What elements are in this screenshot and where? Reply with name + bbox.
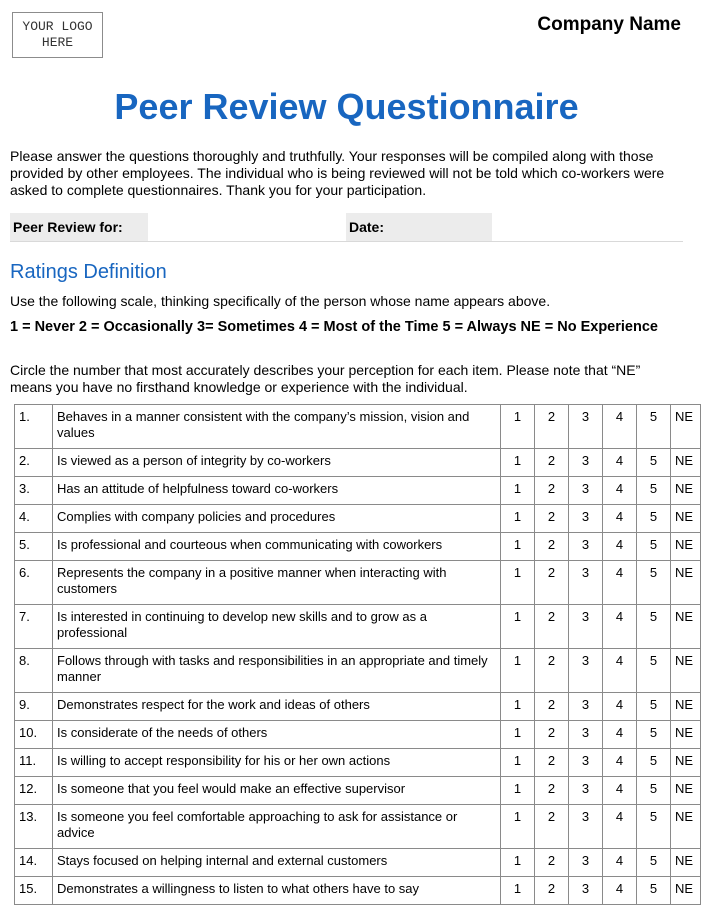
rating-option-4[interactable]: 4 [603, 649, 637, 693]
table-row [15, 477, 701, 505]
rating-option-3[interactable]: 3 [569, 805, 603, 849]
question-number: 14. [15, 849, 53, 877]
table-row [15, 505, 701, 533]
rating-option-ne[interactable]: NE [671, 849, 701, 877]
table-row [15, 449, 701, 477]
question-number: 9. [15, 693, 53, 721]
rating-option-3[interactable]: 3 [569, 849, 603, 877]
rating-option-2[interactable]: 2 [535, 805, 569, 849]
rating-option-5[interactable]: 5 [637, 777, 671, 805]
rating-option-ne[interactable]: NE [671, 693, 701, 721]
circle-instruction: Circle the number that most accurately describes your perception for each item. Please note that “NE” means you have no firsthand knowledge or experience with the individual. [10, 362, 641, 395]
rating-option-3[interactable]: 3 [569, 877, 603, 905]
question-text: Has an attitude of helpfulness toward co-workers [53, 477, 501, 505]
rating-option-4[interactable]: 4 [603, 449, 637, 477]
rating-option-1[interactable]: 1 [501, 749, 535, 777]
rating-option-1[interactable]: 1 [501, 877, 535, 905]
rating-option-3[interactable]: 3 [569, 405, 603, 449]
rating-option-2[interactable]: 2 [535, 605, 569, 649]
peer-review-fields [10, 213, 683, 242]
rating-option-5[interactable]: 5 [637, 721, 671, 749]
rating-option-5[interactable]: 5 [637, 533, 671, 561]
rating-option-1[interactable]: 1 [501, 693, 535, 721]
rating-option-1[interactable]: 1 [501, 561, 535, 605]
rating-option-ne[interactable]: NE [671, 533, 701, 561]
rating-option-3[interactable]: 3 [569, 505, 603, 533]
logo-placeholder [12, 12, 103, 58]
question-text: Is viewed as a person of integrity by co-workers [53, 449, 501, 477]
date-field[interactable] [496, 213, 683, 241]
rating-option-1[interactable]: 1 [501, 405, 535, 449]
question-text: Is willing to accept responsibility for his or her own actions [53, 749, 501, 777]
rating-option-3[interactable]: 3 [569, 693, 603, 721]
logo-line-2: HERE [41, 35, 74, 50]
rating-option-5[interactable]: 5 [637, 693, 671, 721]
table-row [15, 605, 701, 649]
question-number: 5. [15, 533, 53, 561]
rating-option-ne[interactable]: NE [671, 877, 701, 905]
rating-option-2[interactable]: 2 [535, 849, 569, 877]
rating-option-ne[interactable]: NE [671, 561, 701, 605]
question-number: 2. [15, 449, 53, 477]
table-row [15, 405, 701, 449]
rating-option-1[interactable]: 1 [501, 505, 535, 533]
rating-option-4[interactable]: 4 [603, 805, 637, 849]
rating-option-2[interactable]: 2 [535, 505, 569, 533]
rating-option-4[interactable]: 4 [603, 505, 637, 533]
rating-option-ne[interactable]: NE [671, 505, 701, 533]
question-text: Behaves in a manner consistent with the company’s mission, vision and values [53, 405, 501, 449]
rating-option-2[interactable]: 2 [535, 693, 569, 721]
rating-option-5[interactable]: 5 [637, 561, 671, 605]
question-number: 6. [15, 561, 53, 605]
rating-option-5[interactable]: 5 [637, 405, 671, 449]
table-row [15, 777, 701, 805]
rating-option-3[interactable]: 3 [569, 449, 603, 477]
table-row [15, 805, 701, 849]
rating-option-2[interactable]: 2 [535, 477, 569, 505]
rating-option-4[interactable]: 4 [603, 721, 637, 749]
rating-option-ne[interactable]: NE [671, 449, 701, 477]
ratings-definition-heading: Ratings Definition [10, 261, 167, 283]
rating-option-ne[interactable]: NE [671, 477, 701, 505]
logo-line-1: YOUR LOGO [22, 19, 93, 34]
rating-option-2[interactable]: 2 [535, 449, 569, 477]
rating-option-2[interactable]: 2 [535, 649, 569, 693]
rating-option-3[interactable]: 3 [569, 649, 603, 693]
rating-option-4[interactable]: 4 [603, 477, 637, 505]
question-text: Follows through with tasks and responsibilities in an appropriate and timely manner [53, 649, 501, 693]
rating-option-5[interactable]: 5 [637, 449, 671, 477]
question-number: 12. [15, 777, 53, 805]
rating-option-1[interactable]: 1 [501, 721, 535, 749]
scale-definition: 1 = Never 2 = Occasionally 3= Sometimes 4 = Most of the Time 5 = Always NE = No Experience [10, 319, 658, 335]
rating-option-ne[interactable]: NE [671, 605, 701, 649]
intro-paragraph: Please answer the questions thoroughly and truthfully. Your responses will be compiled along with those provided by other employees. The individual who is being reviewed will not be told which co-workers were asked to complete questionnaires. Thank you for your participation. [10, 148, 665, 198]
question-number: 1. [15, 405, 53, 449]
rating-option-5[interactable]: 5 [637, 877, 671, 905]
rating-option-5[interactable]: 5 [637, 649, 671, 693]
rating-option-2[interactable]: 2 [535, 877, 569, 905]
rating-option-5[interactable]: 5 [637, 605, 671, 649]
peer-review-for-label: Peer Review for: [10, 213, 148, 241]
question-text: Complies with company policies and procedures [53, 505, 501, 533]
question-text: Stays focused on helping internal and external customers [53, 849, 501, 877]
table-row [15, 749, 701, 777]
rating-option-3[interactable]: 3 [569, 561, 603, 605]
rating-option-1[interactable]: 1 [501, 849, 535, 877]
rating-option-3[interactable]: 3 [569, 721, 603, 749]
rating-option-4[interactable]: 4 [603, 605, 637, 649]
rating-option-3[interactable]: 3 [569, 777, 603, 805]
question-text: Is professional and courteous when communicating with coworkers [53, 533, 501, 561]
question-text: Is someone that you feel would make an effective supervisor [53, 777, 501, 805]
rating-option-5[interactable]: 5 [637, 477, 671, 505]
table-row [15, 649, 701, 693]
rating-option-2[interactable]: 2 [535, 721, 569, 749]
rating-option-2[interactable]: 2 [535, 777, 569, 805]
rating-option-4[interactable]: 4 [603, 749, 637, 777]
rating-option-ne[interactable]: NE [671, 721, 701, 749]
question-text: Is considerate of the needs of others [53, 721, 501, 749]
rating-option-ne[interactable]: NE [671, 749, 701, 777]
rating-option-4[interactable]: 4 [603, 561, 637, 605]
rating-option-4[interactable]: 4 [603, 533, 637, 561]
rating-option-5[interactable]: 5 [637, 849, 671, 877]
rating-option-5[interactable]: 5 [637, 505, 671, 533]
question-number: 8. [15, 649, 53, 693]
scale-instruction: Use the following scale, thinking specifically of the person whose name appears above. [10, 293, 551, 309]
table-row [15, 533, 701, 561]
rating-option-2[interactable]: 2 [535, 405, 569, 449]
rating-option-ne[interactable]: NE [671, 405, 701, 449]
peer-review-for-field[interactable] [152, 213, 342, 241]
question-text: Demonstrates a willingness to listen to what others have to say [53, 877, 501, 905]
questionnaire-table [14, 404, 701, 905]
table-row [15, 561, 701, 605]
rating-option-ne[interactable]: NE [671, 805, 701, 849]
rating-option-2[interactable]: 2 [535, 533, 569, 561]
rating-option-4[interactable]: 4 [603, 777, 637, 805]
rating-option-5[interactable]: 5 [637, 749, 671, 777]
table-row [15, 877, 701, 905]
date-label: Date: [346, 213, 492, 241]
rating-option-1[interactable]: 1 [501, 477, 535, 505]
rating-option-3[interactable]: 3 [569, 605, 603, 649]
rating-option-1[interactable]: 1 [501, 649, 535, 693]
question-number: 4. [15, 505, 53, 533]
question-text: Is someone you feel comfortable approaching to ask for assistance or advice [53, 805, 501, 849]
rating-option-ne[interactable]: NE [671, 777, 701, 805]
rating-option-2[interactable]: 2 [535, 749, 569, 777]
rating-option-1[interactable]: 1 [501, 533, 535, 561]
rating-option-5[interactable]: 5 [637, 805, 671, 849]
page-title: Peer Review Questionnaire [114, 86, 579, 127]
question-number: 13. [15, 805, 53, 849]
rating-option-4[interactable]: 4 [603, 877, 637, 905]
question-text: Represents the company in a positive manner when interacting with customers [53, 561, 501, 605]
question-number: 11. [15, 749, 53, 777]
question-number: 7. [15, 605, 53, 649]
rating-option-1[interactable]: 1 [501, 805, 535, 849]
question-number: 15. [15, 877, 53, 905]
rating-option-1[interactable]: 1 [501, 777, 535, 805]
rating-option-3[interactable]: 3 [569, 533, 603, 561]
table-row [15, 693, 701, 721]
rating-option-1[interactable]: 1 [501, 605, 535, 649]
question-text: Demonstrates respect for the work and ideas of others [53, 693, 501, 721]
question-number: 10. [15, 721, 53, 749]
rating-option-4[interactable]: 4 [603, 693, 637, 721]
company-name: Company Name [537, 14, 681, 35]
question-text: Is interested in continuing to develop new skills and to grow as a professional [53, 605, 501, 649]
rating-option-3[interactable]: 3 [569, 749, 603, 777]
rating-option-1[interactable]: 1 [501, 449, 535, 477]
rating-option-ne[interactable]: NE [671, 649, 701, 693]
table-row [15, 721, 701, 749]
rating-option-4[interactable]: 4 [603, 849, 637, 877]
question-number: 3. [15, 477, 53, 505]
rating-option-3[interactable]: 3 [569, 477, 603, 505]
rating-option-4[interactable]: 4 [603, 405, 637, 449]
rating-option-2[interactable]: 2 [535, 561, 569, 605]
table-row [15, 849, 701, 877]
